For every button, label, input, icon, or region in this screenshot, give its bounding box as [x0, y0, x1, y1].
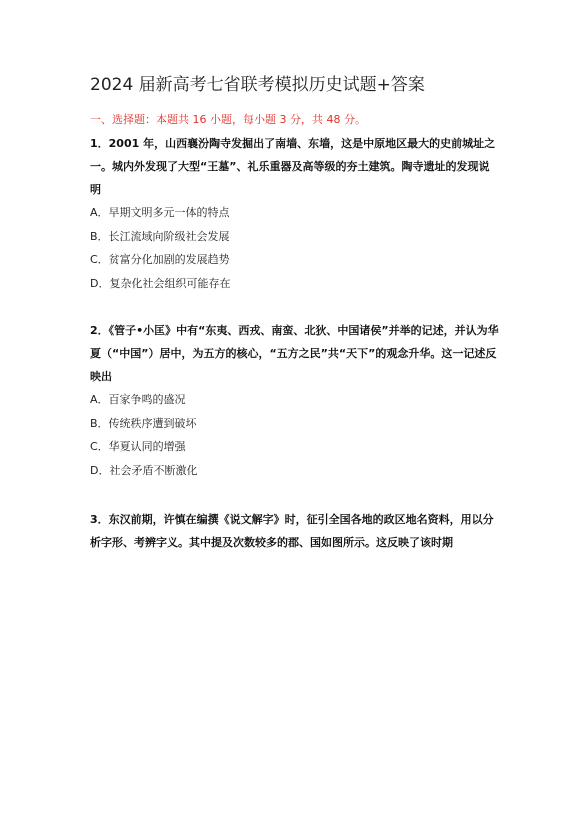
question-stem: 1．2001 年，山西襄汾陶寺发掘出了南墙、东墙，这是中原地区最大的史前城址之一。城内外发现了大型“王墓”、礼乐重器及高等级的夯土建筑。陶寺遗址的发现说明	[90, 137, 496, 196]
option-b: B．长江流域向阶级社会发展	[90, 229, 230, 243]
question-1	[90, 132, 500, 295]
option-d: D．社会矛盾不断激化	[90, 463, 198, 477]
section-header: 一、选择题：本题共 16 小题，每小题 3 分，共 48 分。	[90, 113, 366, 126]
option-a: A．百家争鸣的盛况	[90, 393, 186, 406]
option-d: D．复杂化社会组织可能存在	[90, 276, 231, 290]
question-3	[90, 508, 500, 554]
option-c: C．贫富分化加剧的发展趋势	[90, 253, 230, 266]
question-stem: 2．《管子•小匡》中有“东夷、西戎、南蛮、北狄、中国诸侯”并举的记述，并认为华夏（“中国”）居中，为五方的核心，“五方之民”共“天下”的观念升华。这一记述反映出	[90, 324, 499, 383]
question-stem: 3．东汉前期，许慎在编撰《说文解字》时，征引全国各地的政区地名资料，用以分析字形、考辨字义。其中提及次数较多的郡、国如图所示。这反映了该时期	[90, 513, 494, 549]
document-title: 2024 届新高考七省联考模拟历史试题+答案	[90, 75, 425, 95]
question-2	[90, 319, 500, 482]
option-c: C．华夏认同的增强	[90, 440, 186, 453]
option-a: A．早期文明多元一体的特点	[90, 206, 230, 219]
option-b: B．传统秩序遭到破坏	[90, 416, 197, 430]
